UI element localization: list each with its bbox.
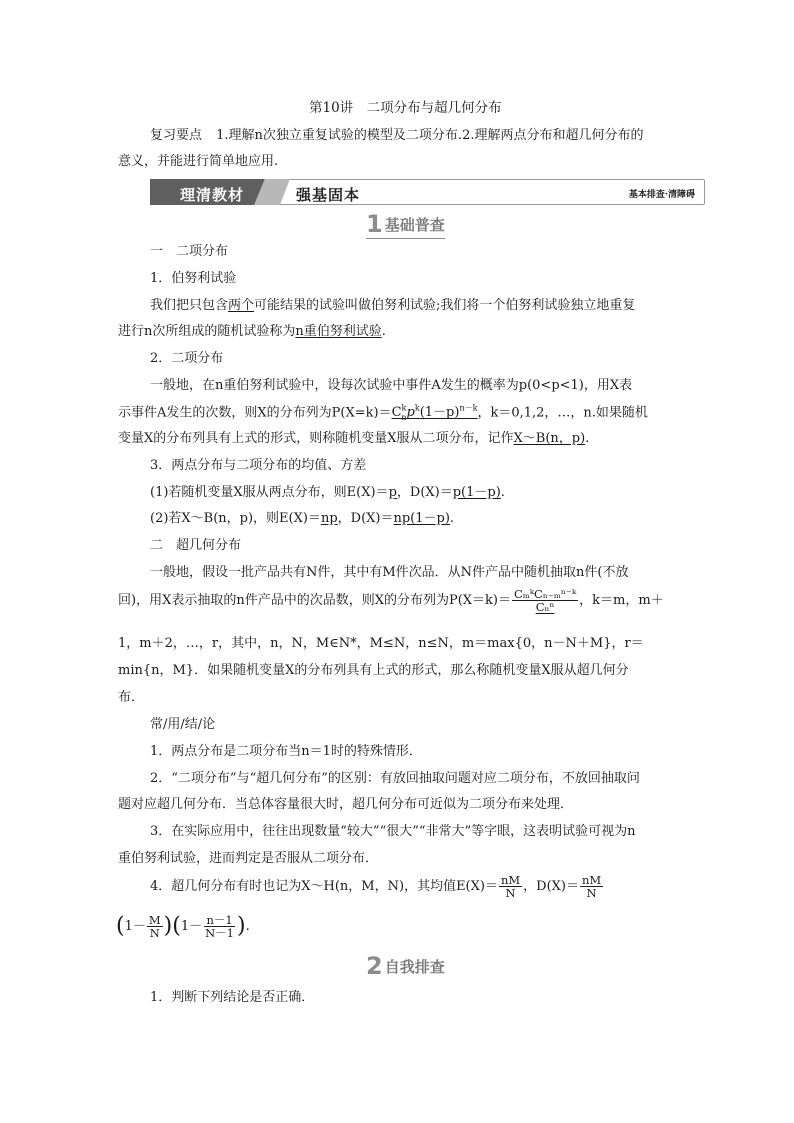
heading-binomial: 一 二项分布	[150, 244, 229, 259]
heading-common-conclusions: 常/用/结/论	[150, 717, 216, 732]
fraction: $\frac{n-1}{N-1}$	[205, 913, 235, 941]
paren: )	[163, 913, 173, 939]
text-run: 我们把只包含	[150, 298, 229, 313]
banner-tagline: 基本排查·清障碍	[628, 190, 695, 200]
text-run: (1)若随机变量X服从两点分布，则E(X)＝	[150, 485, 389, 500]
paragraph-line	[118, 588, 664, 613]
fraction: $\frac{nM}{N}$	[581, 873, 602, 901]
section-heading-self-check	[366, 954, 445, 978]
text-run: .	[585, 431, 590, 446]
banner-left-label: 理清教材	[180, 186, 245, 204]
review-line-2: 意义，并能进行简单地应用.	[118, 154, 279, 169]
heading-hypergeometric: 二 超几何分布	[150, 538, 242, 553]
blank-answer: p(1－p)	[452, 485, 501, 500]
banner-right-label: 强基固本	[296, 186, 361, 204]
paragraph-line: 题对应超几何分布．当总体容量很大时，超几何分布可近似为二项分布来处理．	[118, 797, 574, 812]
section-label: 自我排查	[384, 958, 445, 976]
heading-bernoulli: 1．伯努利试验	[150, 271, 237, 286]
paragraph-line: 一般地，假设一批产品共有N件，其中有M件次品．从N件产品中随机抽取n件(不放	[150, 565, 629, 580]
text-run: .	[381, 324, 386, 339]
text-run: ，D(X)＝	[396, 485, 453, 500]
paragraph-line: 3．在实际应用中，往往出现数量“较大”“很大”“非常大”等字眼，这表明试验可视为n	[150, 824, 636, 839]
text-run: 变量X的分布列具有上式的形式，则称随机变量X服从二项分布，记作	[118, 431, 514, 446]
text-run: 回)，用X表示抽取的n件产品中的次品数，则X的分布列为P(X＝k)＝	[118, 593, 511, 609]
review-line-1	[150, 129, 643, 142]
section-number: 1	[366, 210, 383, 238]
fraction: $\frac{M}{N}$	[148, 913, 161, 941]
heading-mean-variance: 3．两点分布与二项分布的均值、方差	[150, 458, 367, 473]
section-number: 2	[366, 952, 383, 980]
blank-answer: np(1－p)	[393, 511, 450, 526]
paragraph-line	[118, 325, 386, 338]
paren: (	[172, 913, 181, 939]
paragraph-line: 重伯努利试验，进而判定是否服从二项分布．	[118, 851, 379, 866]
text-run: 4．超几何分布有时也记为X～H(n，M，N)，其均值E(X)＝	[150, 879, 498, 895]
paragraph-line	[118, 432, 589, 445]
paren: )	[237, 913, 246, 939]
text-run: .	[245, 919, 250, 935]
paragraph-line: 一般地，在n重伯努利试验中，设每次试验中事件A发生的概率为p(0<p<1)，用X表	[150, 378, 633, 393]
text-run: ，k＝0,1,2，…，n.如果随机	[477, 405, 648, 421]
paragraph-line	[150, 486, 505, 499]
page-title: 第10讲 二项分布与超几何分布	[309, 100, 502, 116]
hypergeometric-fraction: $\frac{\text{CₘᵏCₙ₋ₘⁿ⁻ᵏ}}{\text{Cₙⁿ}}$	[513, 587, 577, 615]
paren: (	[116, 913, 125, 939]
text-run: 示事件A发生的次数，则X的分布列为P(X=k)＝	[118, 405, 392, 421]
paragraph-line: 1，m＋2，…，r，其中，n，N，M∈N*，M≤N，n≤N，m＝max{0，n－N＋M}，r＝	[118, 636, 644, 651]
text-run: 可能结果的试验叫做伯努利试验;我们将一个伯努利试验独立地重复	[254, 298, 636, 313]
section-heading-basic	[366, 212, 445, 236]
blank-answer: $C^k_np^k(1-p)^{n-k}$	[391, 404, 478, 422]
section-banner	[150, 179, 705, 205]
section-underline	[366, 238, 445, 239]
review-text: 1.理解n次独立重复试验的模型及二项分布.2.理解两点分布和超几何分布的	[216, 128, 644, 143]
text-run: 1－	[124, 919, 146, 935]
paragraph-line	[150, 874, 604, 899]
review-label: 复习要点	[150, 128, 203, 143]
blank-answer: np	[320, 511, 338, 526]
text-run: .	[500, 485, 505, 500]
paragraph-line	[150, 512, 454, 525]
paragraph-line	[116, 914, 250, 939]
paragraph-line: 2．“二项分布”与“超几何分布”的区别：有放回抽取问题对应二项分布，不放回抽取问	[150, 771, 640, 786]
text-run: .	[449, 511, 455, 526]
text-run: 1－	[180, 919, 203, 935]
blank-answer: X～B(n，p)	[513, 431, 586, 446]
text-run: ，D(X)＝	[523, 879, 579, 895]
text-run: (2)若X～B(n，p)，则E(X)＝	[150, 511, 321, 526]
fraction: $\frac{nM}{N}$	[500, 873, 521, 901]
paragraph-line: 布．	[118, 690, 145, 705]
blank-answer: 两个	[228, 298, 255, 313]
text-run: ，k＝m，m＋	[579, 593, 664, 609]
paragraph-line	[150, 299, 635, 312]
blank-answer: n重伯努利试验	[295, 324, 382, 339]
text-run: ，D(X)＝	[337, 511, 394, 526]
heading-binomial-distribution: 2．二项分布	[150, 351, 224, 366]
paragraph-line: min{n，M}．如果随机变量X的分布列具有上式的形式，那么称随机变量X服从超几何分	[118, 663, 629, 678]
paragraph-line: 1．判断下列结论是否正确．	[150, 990, 315, 1005]
section-label: 基础普查	[384, 216, 445, 234]
paragraph-line: 1．两点分布是二项分布当n＝1时的特殊情形．	[150, 744, 422, 759]
paragraph-line	[118, 405, 648, 422]
blank-answer: p	[388, 485, 397, 500]
text-run: 进行n次所组成的随机试验称为	[118, 324, 296, 339]
